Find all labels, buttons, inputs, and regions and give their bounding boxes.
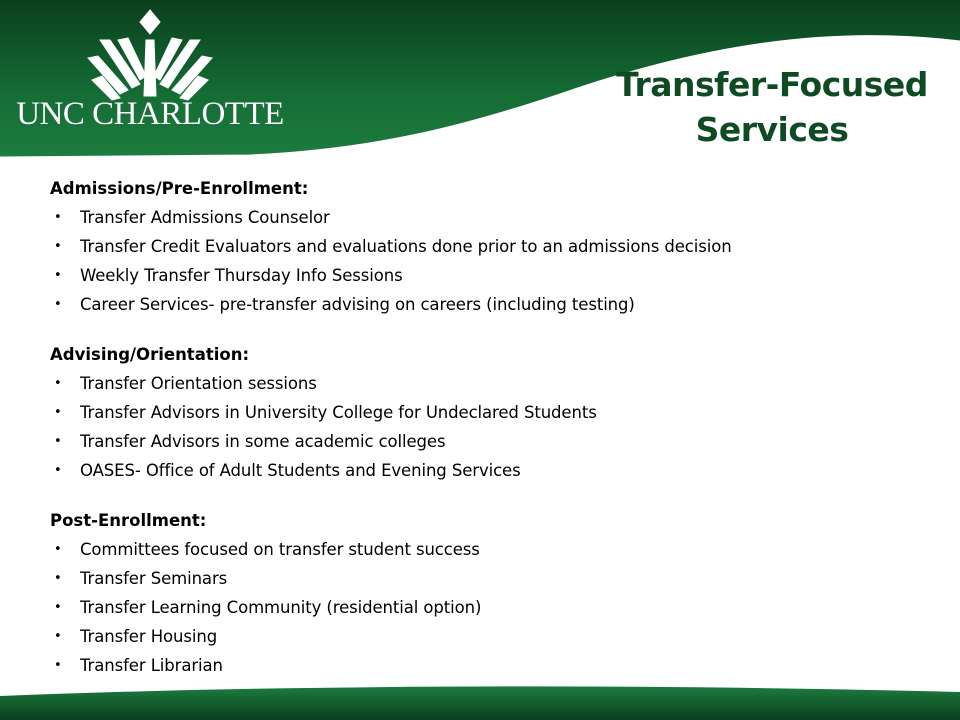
bullet-icon: • — [54, 463, 62, 478]
list-item-text: Transfer Librarian — [80, 656, 223, 675]
bullet-icon: • — [54, 658, 62, 673]
list-item-text: Transfer Orientation sessions — [80, 374, 317, 393]
bullet-icon: • — [54, 600, 62, 615]
title-line-2: Services — [695, 110, 849, 149]
bullet-icon: • — [54, 239, 62, 254]
list-item — [50, 261, 930, 290]
list-item — [50, 456, 930, 485]
section-post-enrollment — [50, 507, 930, 680]
slide-title — [590, 62, 954, 152]
bullet-icon: • — [54, 268, 62, 283]
bullet-icon: • — [54, 297, 62, 312]
bullet-list — [50, 203, 930, 319]
list-item — [50, 427, 930, 456]
bullet-icon: • — [54, 210, 62, 225]
list-item-text: Transfer Admissions Counselor — [80, 208, 330, 227]
section-heading: Advising/Orientation: — [50, 345, 250, 364]
content-area — [50, 175, 930, 702]
bullet-icon: • — [54, 434, 62, 449]
list-item — [50, 369, 930, 398]
bullet-list — [50, 535, 930, 680]
bullet-icon: • — [54, 376, 62, 391]
list-item — [50, 535, 930, 564]
section-heading: Post-Enrollment: — [50, 511, 207, 530]
footer-shape — [0, 686, 960, 720]
list-item-text: Transfer Advisors in University College for Undeclared Students — [80, 403, 597, 422]
unc-charlotte-logo — [0, 0, 310, 150]
list-item — [50, 564, 930, 593]
bullet-list — [50, 369, 930, 485]
list-item — [50, 203, 930, 232]
list-item-text: Transfer Housing — [80, 627, 218, 646]
list-item — [50, 398, 930, 427]
list-item-text: Committees focused on transfer student success — [80, 540, 480, 559]
bullet-icon: • — [54, 571, 62, 586]
list-item-text: Transfer Learning Community (residential option) — [80, 598, 482, 617]
list-item-text: Career Services- pre-transfer advising on careers (including testing) — [80, 295, 635, 314]
list-item — [50, 232, 930, 261]
section-advising — [50, 341, 930, 485]
footer-band — [0, 660, 960, 720]
list-item — [50, 622, 930, 651]
logo-wordmark: UNC CHARLOTTE — [16, 96, 284, 132]
list-item — [50, 593, 930, 622]
section-heading: Admissions/Pre-Enrollment: — [50, 179, 309, 198]
list-item-text: OASES- Office of Adult Students and Evening Services — [80, 461, 521, 480]
title-line-1: Transfer-Focused — [616, 65, 928, 104]
list-item-text: Transfer Seminars — [80, 569, 228, 588]
section-admissions — [50, 175, 930, 319]
crown-icon — [0, 0, 310, 150]
bullet-icon: • — [54, 405, 62, 420]
list-item-text: Transfer Advisors in some academic colleges — [80, 432, 446, 451]
list-item-text: Transfer Credit Evaluators and evaluations done prior to an admissions decision — [80, 237, 732, 256]
list-item-text: Weekly Transfer Thursday Info Sessions — [80, 266, 403, 285]
list-item — [50, 290, 930, 319]
bullet-icon: • — [54, 542, 62, 557]
bullet-icon: • — [54, 629, 62, 644]
